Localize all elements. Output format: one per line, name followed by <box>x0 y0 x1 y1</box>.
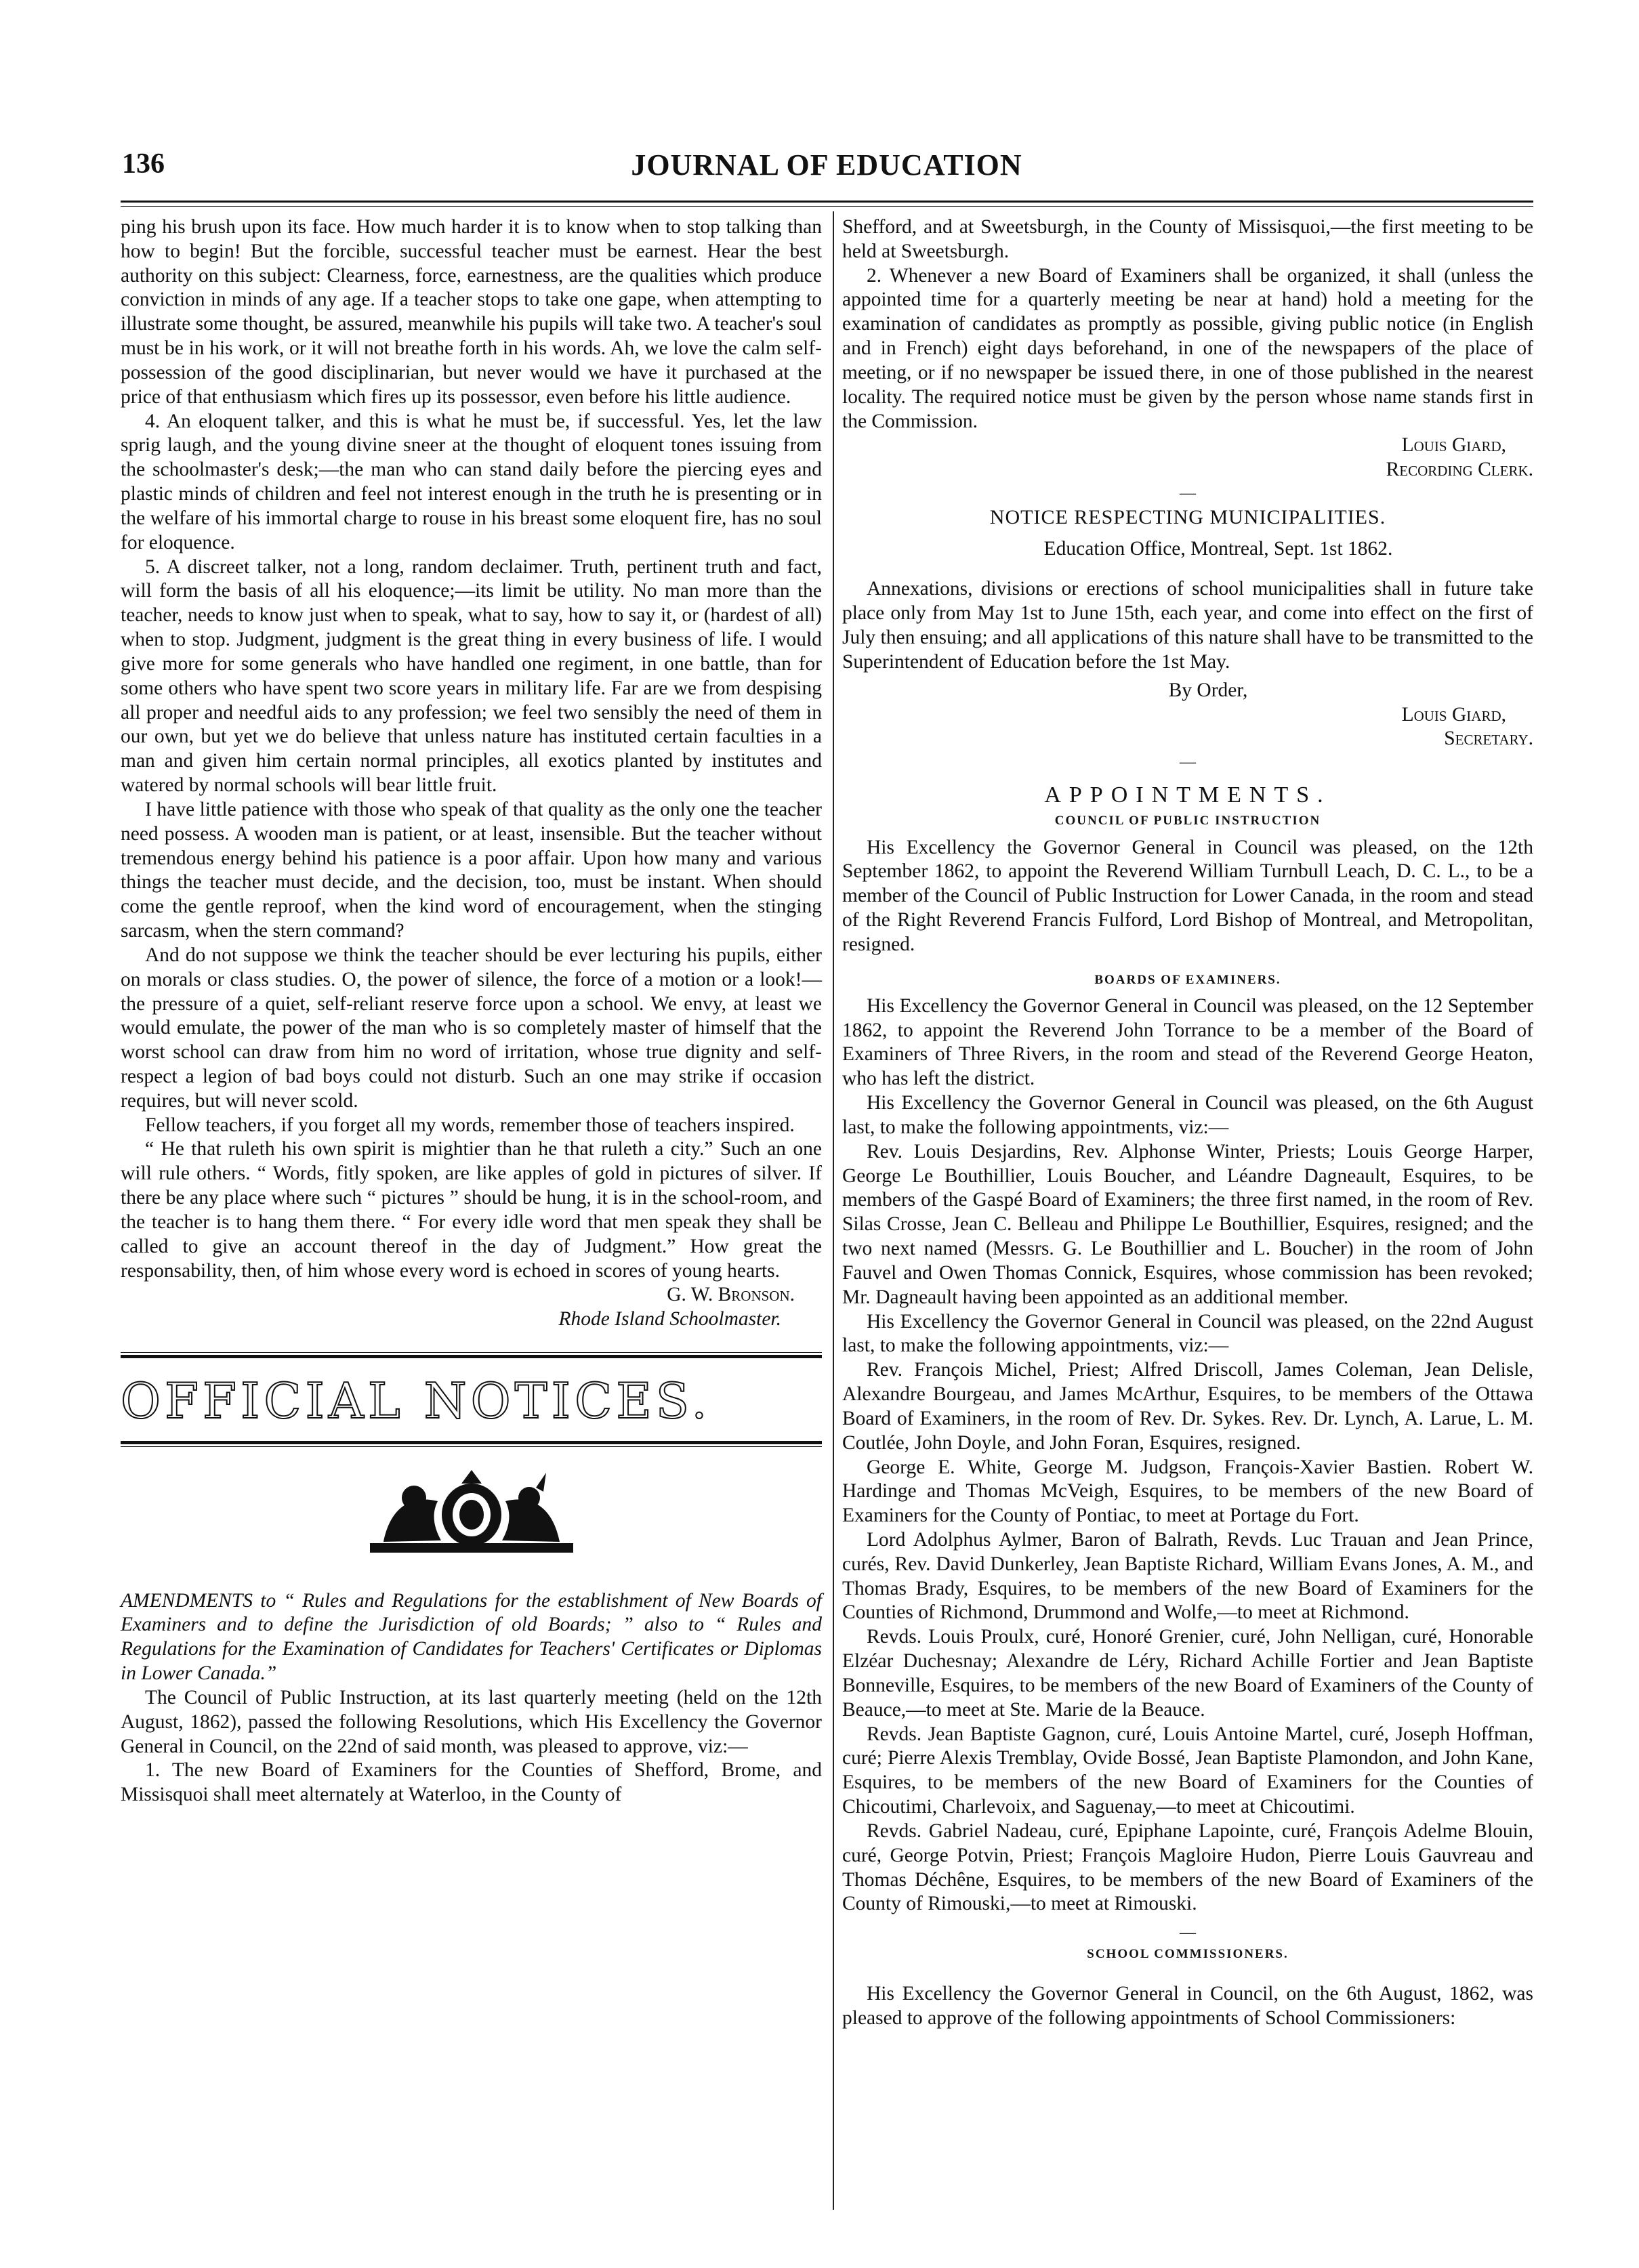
page-number: 136 <box>122 148 165 180</box>
paragraph: Revds. Louis Proulx, curé, Honoré Grenier, curé, John Nelligan, curé, Honorable Elzéar Duchesnay; Alexandre de Léry, Richard Achille Fortier and Jean Baptiste Bonneville, Esquires, to be members of the new Board of Examiners of the County of Beauce,—to meet at Ste. Marie de la Beauce. <box>842 1626 1533 1721</box>
paragraph: I have little patience with those who speak of that quality as the only one the teacher need possess. A wooden man is patient, or at least, insensible. But the teacher without tremendous energy behind his patience is a poor affair. Upon how many and various things the teacher must decide, and the decision, too, must be instant. When should come the gentle reproof, when the kind word of encouragement, when the stinging sarcasm, when the stern command? <box>121 798 822 942</box>
paragraph: 2. Whenever a new Board of Examiners shall be organized, it shall (unless the appointed time for a quarterly meeting be near at hand) hold a meeting for the examination of candidates as promptly as possible, giving public notice (in English and in French) eight days beforehand, in one of the newspapers of the place of meeting, or if no newspaper be issued there, in one of those published in the nearest locality. The required notice must be given by the person whose name stands first in the Commission. <box>842 264 1533 432</box>
notice-dateline: Education Office, Montreal, Sept. 1st 1862. <box>1043 537 1393 560</box>
author-signature: G. W. Bronson. <box>667 1284 795 1306</box>
page-header <box>122 148 1531 195</box>
paragraph: George E. White, George M. Judgson, François-Xavier Bastien. Robert W. Hardinge and Thomas McVeigh, Esquires, to be members of the new Board of Examiners for the County of Pontiac, to meet at Portage du Fort. <box>842 1456 1533 1527</box>
paragraph: Rev. Louis Desjardins, Rev. Alphonse Winter, Priests; Louis George Harper, George Le Bouthillier, Louis Boucher, and Léandre Dagneault, Esquires, to be members of the Gaspé Board of Examiners; the three first named, in the room of Rev. Silas Crosse, Jean C. Belleau and Philippe Le Bouthillier, Esquires, resigned; and the two next named (Messrs. G. Le Bouthillier and L. Boucher) in the room of John Fauvel and Owen Thomas Connick, Esquires, whose commission has been revoked; Mr. Dagneault having been appointed as an additional member. <box>842 1140 1533 1308</box>
paragraph: His Excellency the Governor General in Council was pleased, on the 6th August last, to make the following appointments, viz:— <box>842 1092 1533 1138</box>
paragraph: The Council of Public Instruction, at its last quarterly meeting (held on the 12th August, 1862), passed the following Resolutions, which His Excellency the Governor General in Council, on the 22nd of said month, was pleased to approve, viz:— <box>121 1686 822 1757</box>
signature-title: Recording Clerk. <box>1386 459 1533 481</box>
boards-heading: BOARDS OF EXAMINERS. <box>1094 972 1281 987</box>
paragraph: 5. A discreet talker, not a long, random declaimer. Truth, pertinent truth and fact, will form the basis of all his eloquence;—its limit be utility. No man more than the teacher, needs to know just when to speak, what to say, how to say it, or (hardest of all) when to stop. Judgment, judgment is the great thing in every business of life. I would give more for some generals who have handled one regiment, in one battle, than for some others who have spent two score years in military life. Far are we from despising all proper and needful aids to any profession; we feel two sensibly the need of them in our own, but yet we do believe that unless nature has instituted certain faculties in a man and given him certain normal principles, all exotics planted by institutes and watered by normal schools will bear little fruit. <box>121 555 822 797</box>
separator-dash: — <box>1180 484 1196 503</box>
right-column <box>842 215 1533 2031</box>
paragraph: His Excellency the Governor General in Council was pleased, on the 12 September 1862, to appoint the Reverend John Torrance to be a member of the Board of Examiners of Three Rivers, in the room and stead of the Reverend George Heaton, who has left the district. <box>842 994 1533 1090</box>
author-title: Rhode Island Schoolmaster. <box>558 1308 781 1330</box>
paragraph: Rev. François Michel, Priest; Alfred Driscoll, James Coleman, Jean Delisle, Alexandre Bourgeau, and James McArthur, Esquires, to be members of the Ottawa Board of Examiners, in the room of Rev. Dr. Sykes. Rev. Dr. Lynch, A. Larue, L. M. Coutlée, John Doyle, and John Foran, Esquires, resigned. <box>842 1359 1533 1454</box>
appointments-heading: APPOINTMENTS. <box>1044 782 1331 808</box>
signature-title: Secretary. <box>1444 728 1533 750</box>
header-rule <box>121 201 1533 203</box>
notice-body: Annexations, divisions or erections of school municipalities shall in future take place only from May 1st to June 15th, each year, and come into effect on the first of July then ensuing; and all applications of this nature shall have to be transmitted to the Superintendent of Education before the 1st May. <box>842 578 1533 673</box>
official-notices-heading: OFFICIAL NOTICES. <box>121 1372 711 1430</box>
column-divider <box>833 211 834 2210</box>
paragraph: ping his brush upon its face. How much harder it is to know when to stop talking than how to begin! But the forcible, successful teacher must be earnest. Hear the best authority on this subject: Clearness, force, earnestness, are the qualities which produce conviction in minds of any age. If a teacher stops to take one gape, when attempting to illustrate some thought, be assured, meanwhile his pupils will take two. A teacher's soul must be in his work, or it will not breathe forth in his words. Ah, we love the calm self-possession of the good disciplinarian, but never would we have it purchased at the price of that enthusiasm which fires up its possessor, even before his little audience. <box>121 216 822 408</box>
signature-name: Louis Giard, <box>1401 434 1506 457</box>
paragraph: 4. An eloquent talker, and this is what he must be, if successful. Yes, let the law sprig laugh, and the young divine sneer at the thought of eloquent tones issuing from the schoolmaster's desk;—the man who can stand daily before the piercing eyes and plastic minds of children and feel not interest enough in the truth he is presenting or in the welfare of his immortal charge to rouse in his breast some eloquent fire, has no soul for eloquence. <box>121 410 822 553</box>
council-heading: COUNCIL OF PUBLIC INSTRUCTION <box>1054 814 1321 828</box>
paragraph: Revds. Jean Baptiste Gagnon, curé, Louis Antoine Martel, curé, Joseph Hoffman, curé; Pierre Alexis Tremblay, Ovide Bossé, Jean Baptiste Plamondon, and John Kane, Esquires, to be members of the new Board of Examiners for the Counties of Chicoutimi, Charlevoix, and Saguenay,—to meet at Chicoutimi. <box>842 1723 1533 1818</box>
left-column <box>121 215 822 1807</box>
by-order: By Order, <box>1168 679 1248 701</box>
notice-heading: NOTICE RESPECTING MUNICIPALITIES. <box>989 506 1386 529</box>
amendments-title: AMENDMENTS to “ Rules and Regulations for the establishment of New Boards of Examiners and to define the Jurisdiction of old Boards; ” also to “ Rules and Regulations for the Examination of Candidates for Teachers' Certificates or Diplomas in Lower Canada.” <box>121 1589 822 1685</box>
paragraph: 1. The new Board of Examiners for the Counties of Shefford, Brome, and Missisquoi shall meet alternately at Waterloo, in the County of <box>121 1759 822 1806</box>
separator-dash: — <box>1180 753 1196 772</box>
paragraph: “ He that ruleth his own spirit is mightier than he that ruleth a city.” Such an one will rule others. “ Words, fitly spoken, are like apples of gold in pictures of silver. If there be any place where such “ pictures ” should be hung, it is in the school-room, and the teacher is to hang them there. “ For every idle word that men speak they shall be called to give an account thereof in the day of Judgment.” How great the responsability, then, of him whose every word is echoed in scores of young hearts. <box>121 1138 822 1282</box>
paragraph: Lord Adolphus Aylmer, Baron of Balrath, Revds. Luc Trauan and Jean Prince, curés, Rev. David Dunkerley, Jean Baptiste Richard, William Evans Jones, A. M., and Thomas Brady, Esquires, to be members of the new Board of Examiners for the Counties of Richmond, Drummond and Wolfe,—to meet at Richmond. <box>842 1528 1533 1624</box>
header-rule-thin <box>121 206 1533 207</box>
paragraph: His Excellency the Governor General in Council was pleased, on the 12th September 1862, to appoint the Reverend William Turnbull Leach, D. C. L., to be a member of the Council of Public Instruction for Lower Canada, in the room and stead of the Right Reverend Francis Fulford, Lord Bishop of Montreal, and Metropolitan, resigned. <box>842 836 1533 955</box>
paragraph: His Excellency the Governor General in Council was pleased, on the 22nd August last, to make the following appointments, viz:— <box>842 1310 1533 1357</box>
paragraph: Fellow teachers, if you forget all my words, remember those of teachers inspired. <box>145 1114 795 1136</box>
paragraph: And do not suppose we think the teacher should be ever lecturing his pupils, either on morals or class studies. O, the power of silence, the force of a motion or a look!—the pressure of a quiet, self-reliant reserve force upon a school. We envy, at least we would emulate, the power of the man who is so completely master of himself that the worst school can draw from him no word of irritation, whose true dignity and self-respect a legion of bad boys could not disturb. Such an one may strike if occasion requires, but will never scold. <box>121 944 822 1112</box>
paragraph: His Excellency the Governor General in Council, on the 6th August, 1862, was pleased to approve of the following appointments of School Commissioners: <box>842 1983 1533 2030</box>
paragraph: Shefford, and at Sweetsburgh, in the County of Missisquoi,—the first meeting to be held at Sweetsburgh. <box>842 216 1533 262</box>
journal-title: JOURNAL OF EDUCATION <box>631 148 1022 182</box>
paragraph: Revds. Gabriel Nadeau, curé, Epiphane Lapointe, curé, François Adelme Blouin, curé, George Potvin, Priest; François Magloire Hudon, Pierre Louis Gauvreau and Thomas Déchêne, Esquires, to be members of the new Board of Examiners of the County of Rimouski,—to meet at Rimouski. <box>842 1820 1533 1915</box>
section-rule <box>121 1446 822 1447</box>
royal-arms-emblem <box>343 1467 600 1562</box>
signature-name: Louis Giard, <box>1401 703 1506 726</box>
separator-dash: — <box>1180 1924 1196 1942</box>
school-commissioners-heading: SCHOOL COMMISSIONERS. <box>1087 1947 1289 1962</box>
